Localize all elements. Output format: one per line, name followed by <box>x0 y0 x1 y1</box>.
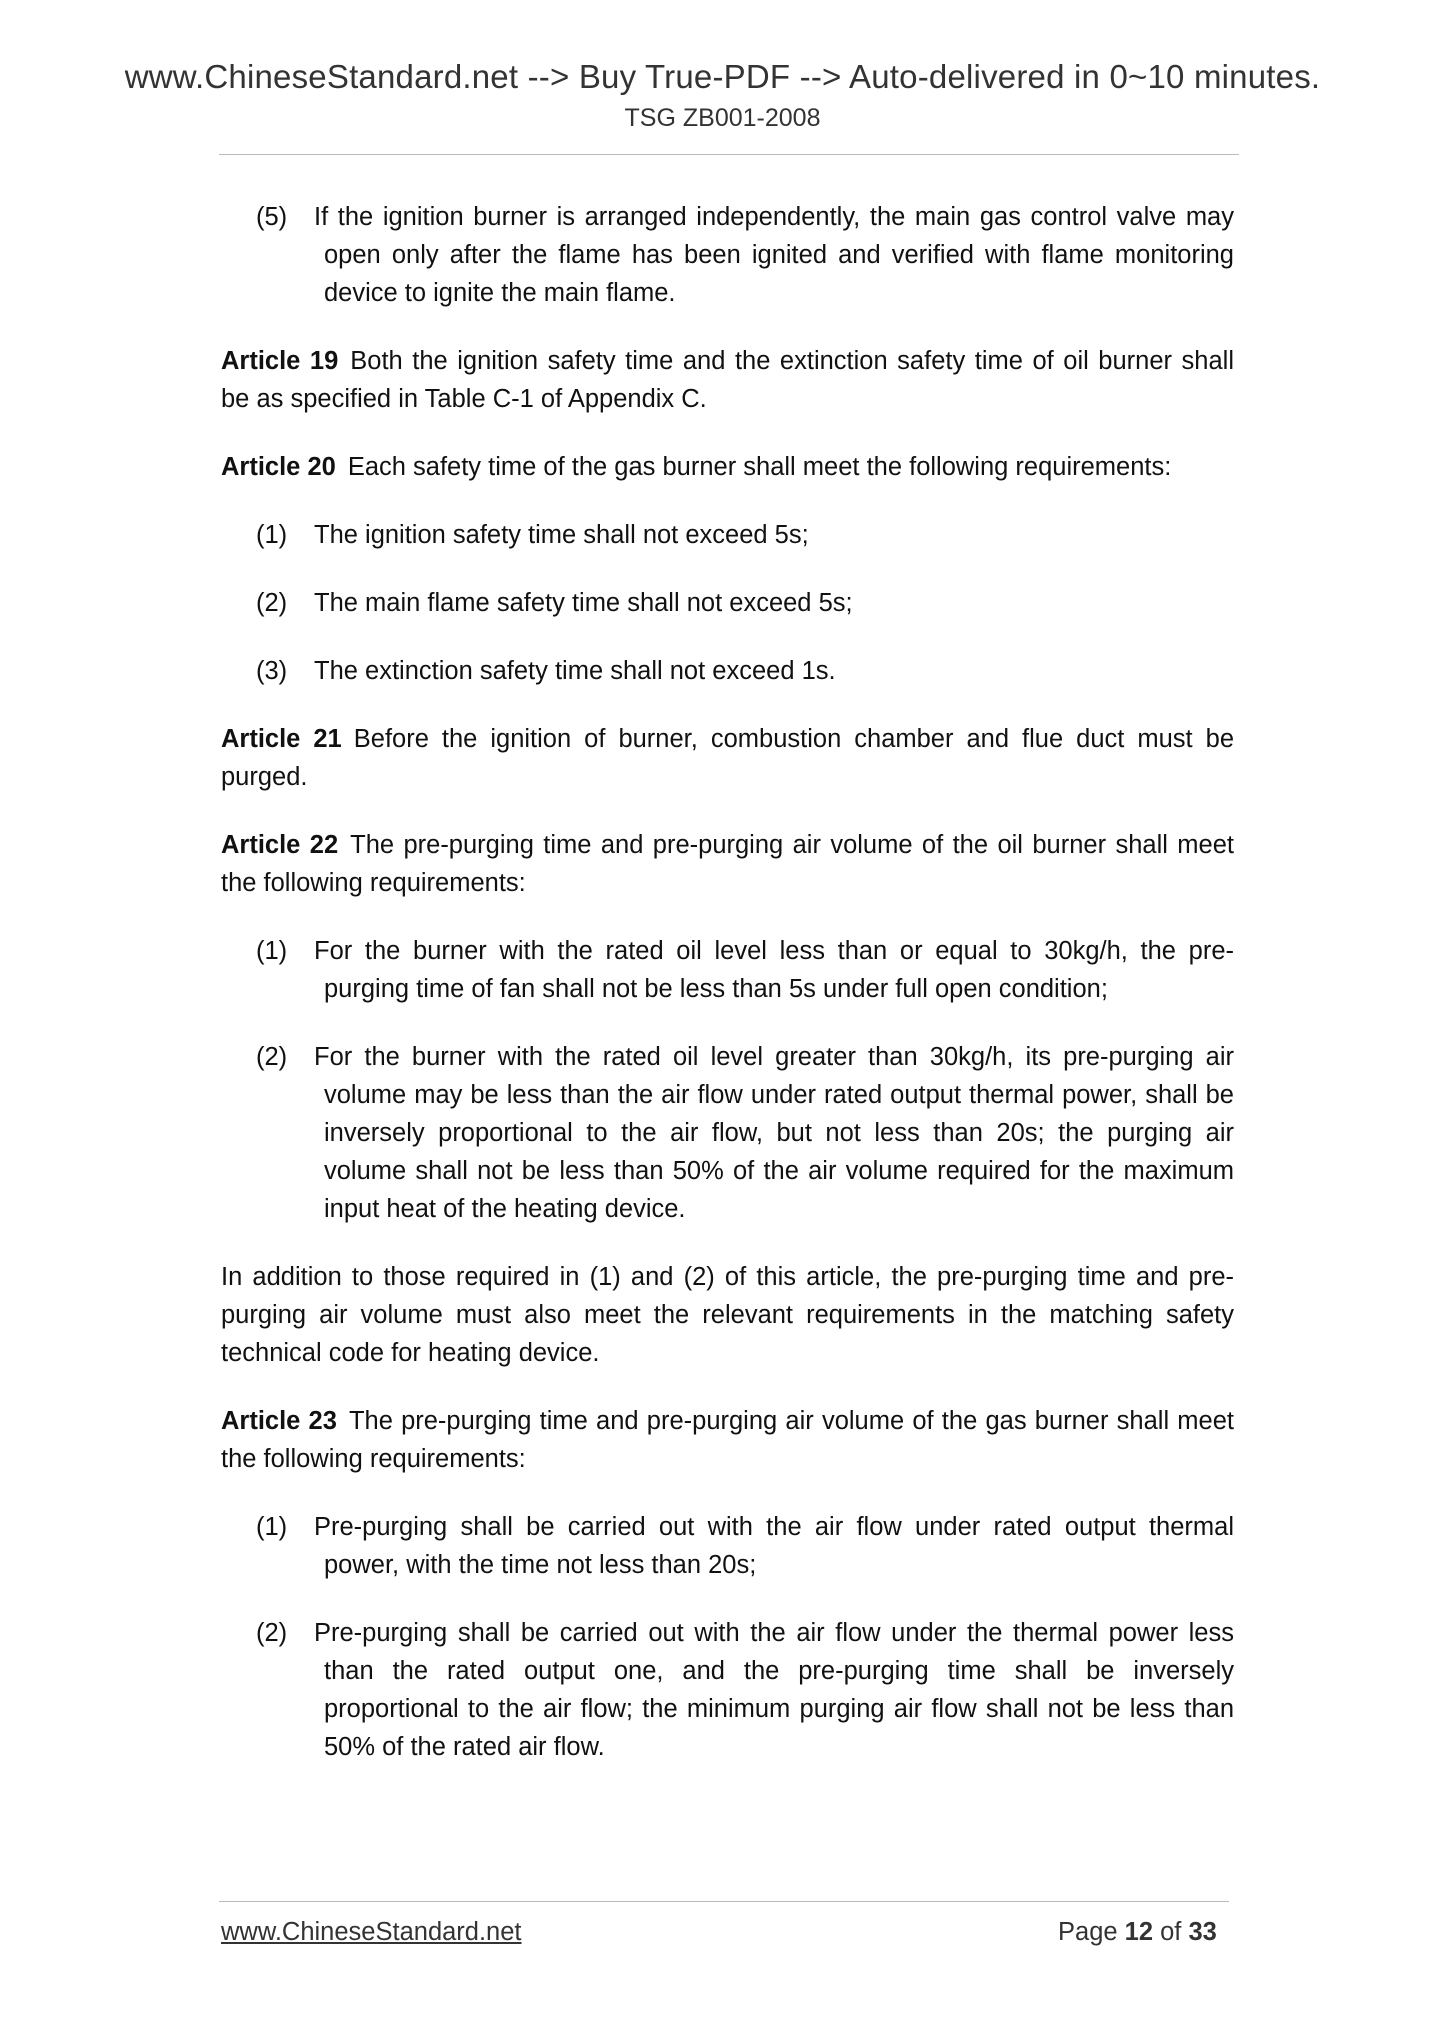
page-current: 12 <box>1124 1918 1154 1946</box>
list-item <box>221 1038 1234 1228</box>
article-label: Article 22 <box>221 831 339 859</box>
item-text: The ignition safety time shall not exceed 5s; <box>314 521 809 549</box>
list-item <box>221 652 1234 690</box>
article-text: Both the ignition safety time and the extinction safety time of oil burner shall be as specified in Table C-1 of Appendix C. <box>221 347 1234 413</box>
header-banner: www.ChineseStandard.net --> Buy True-PDF --> Auto-delivered in 0~10 minutes. <box>124 58 1321 95</box>
item-number: (5) <box>256 203 288 231</box>
article-20 <box>221 448 1234 486</box>
item-number: (2) <box>256 1619 288 1647</box>
article-22-note: In addition to those required in (1) and (2) of this article, the pre-purging time and pre-purging air volume must also meet the relevant requirements in the matching safety technical code for heating device. <box>221 1263 1234 1367</box>
article-label: Article 23 <box>221 1407 337 1435</box>
article-19 <box>221 342 1234 418</box>
list-item <box>221 516 1234 554</box>
page-total: 33 <box>1188 1918 1217 1946</box>
list-item <box>221 198 1234 312</box>
item-number: (2) <box>256 1043 288 1071</box>
header-divider <box>219 154 1239 155</box>
item-number: (1) <box>256 937 288 965</box>
item-text: Pre-purging shall be carried out with the air flow under the thermal power less than the rated output one, and the pre-purging time shall be inversely proportional to the air flow; the minimum purging air flow shall not be less than 50% of the rated air flow. <box>314 1619 1234 1761</box>
footer-divider <box>219 1901 1229 1902</box>
page-prefix: Page <box>1058 1918 1118 1946</box>
list-item <box>221 1508 1234 1584</box>
article-text: The pre-purging time and pre-purging air volume of the gas burner shall meet the following requirements: <box>221 1407 1234 1473</box>
item-number: (1) <box>256 1513 288 1541</box>
item-text: Pre-purging shall be carried out with the air flow under rated output thermal power, with the time not less than 20s; <box>314 1513 1234 1579</box>
item-number: (3) <box>256 657 288 685</box>
article-22 <box>221 826 1234 902</box>
item-text: For the burner with the rated oil level less than or equal to 30kg/h, the pre-purging time of fan shall not be less than 5s under full open condition; <box>314 937 1234 1003</box>
list-item <box>221 1614 1234 1766</box>
list-item <box>221 584 1234 622</box>
item-text: The main flame safety time shall not exceed 5s; <box>314 589 853 617</box>
article-label: Article 21 <box>221 725 342 753</box>
article-text: Before the ignition of burner, combustion chamber and flue duct must be purged. <box>221 725 1234 791</box>
article-label: Article 19 <box>221 347 339 375</box>
item-text: If the ignition burner is arranged independently, the main gas control valve may open only after the flame has been ignited and verified with flame monitoring device to ignite the main flame. <box>314 203 1234 307</box>
item-text: For the burner with the rated oil level greater than 30kg/h, its pre-purging air volume may be less than the air flow under rated output thermal power, shall be inversely proportional to the air flow, but not less than 20s; the purging air volume shall not be less than 50% of the air volume required for the maximum input heat of the heating device. <box>314 1043 1234 1223</box>
item-number: (1) <box>256 521 288 549</box>
article-label: Article 20 <box>221 453 336 481</box>
page-of: of <box>1160 1918 1182 1946</box>
article-text: Each safety time of the gas burner shall meet the following requirements: <box>347 453 1172 481</box>
article-21 <box>221 720 1234 796</box>
page-indicator <box>1058 1918 1217 1947</box>
footer-website-link[interactable]: www.ChineseStandard.net <box>221 1918 522 1946</box>
item-text: The extinction safety time shall not exceed 1s. <box>314 657 836 685</box>
article-23 <box>221 1402 1234 1478</box>
item-number: (2) <box>256 589 288 617</box>
list-item <box>221 932 1234 1008</box>
article-text: The pre-purging time and pre-purging air volume of the oil burner shall meet the following requirements: <box>221 831 1234 897</box>
document-body <box>221 198 1234 1796</box>
document-id: TSG ZB001-2008 <box>624 104 821 132</box>
